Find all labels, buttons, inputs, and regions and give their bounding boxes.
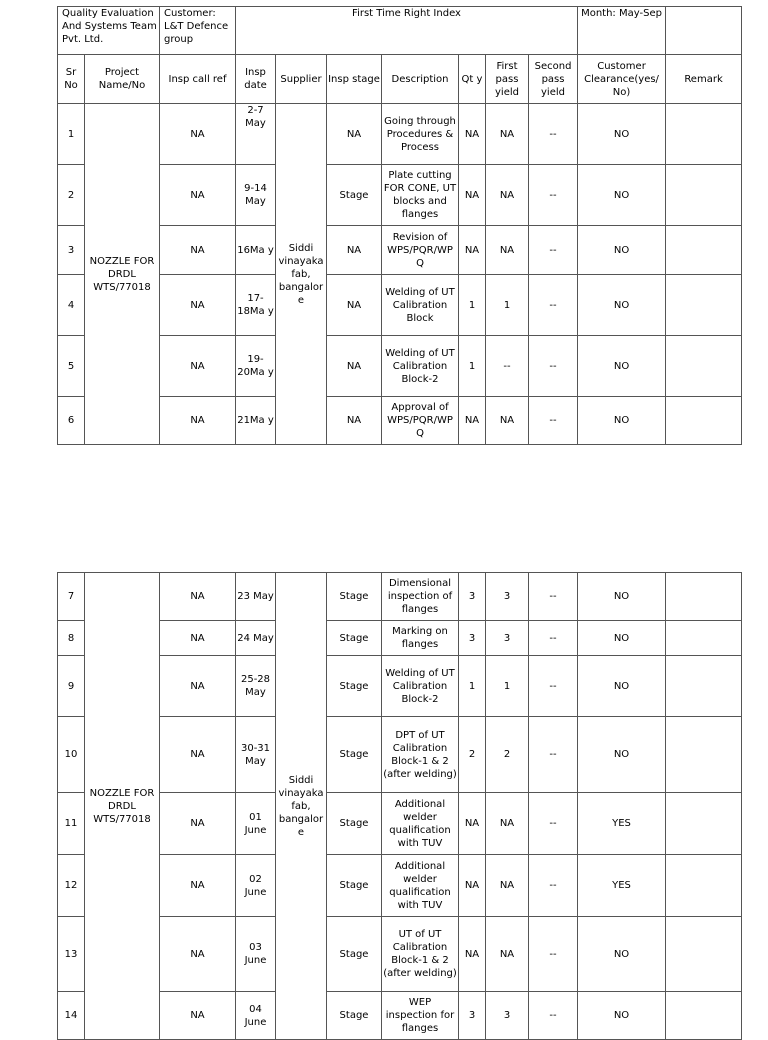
cell-stage: Stage <box>327 793 382 855</box>
cell-spy: -- <box>529 992 578 1040</box>
cell-clearance: NO <box>578 104 666 165</box>
table-row <box>58 621 742 656</box>
cell-fpy: 3 <box>486 573 529 621</box>
col-insp-stage: Insp stage <box>327 55 382 104</box>
cell-date: 19-20Ma y <box>236 336 276 397</box>
cell-sr: 12 <box>58 855 85 917</box>
cell-sr: 10 <box>58 717 85 793</box>
cell-sr: 3 <box>58 226 85 275</box>
cell-description: Revision of WPS/PQR/WP Q <box>382 226 459 275</box>
table-row <box>58 336 742 397</box>
cell-remark <box>666 656 742 717</box>
cell-clearance: NO <box>578 917 666 992</box>
cell-ref: NA <box>160 573 236 621</box>
cell-clearance: NO <box>578 621 666 656</box>
cell-sr: 2 <box>58 165 85 226</box>
cell-remark <box>666 573 742 621</box>
table-row <box>58 573 742 621</box>
cell-remark <box>666 397 742 445</box>
cell-date: 16Ma y <box>236 226 276 275</box>
cell-sr: 5 <box>58 336 85 397</box>
cell-sr: 11 <box>58 793 85 855</box>
cell-supplier: Siddi vinayaka fab, bangalor e <box>276 573 327 1040</box>
cell-clearance: NO <box>578 275 666 336</box>
col-sr-no: Sr No <box>58 55 85 104</box>
table-row <box>58 226 742 275</box>
cell-fpy: NA <box>486 397 529 445</box>
cell-clearance: NO <box>578 226 666 275</box>
cell-clearance: NO <box>578 573 666 621</box>
cell-qty: NA <box>459 397 486 445</box>
cell-description: Additional welder qualification with TUV <box>382 855 459 917</box>
cell-date: 30-31 May <box>236 717 276 793</box>
cell-ref: NA <box>160 992 236 1040</box>
cell-stage: Stage <box>327 855 382 917</box>
cell-description: Approval of WPS/PQR/WP Q <box>382 397 459 445</box>
table-row <box>58 397 742 445</box>
cell-qty: 3 <box>459 992 486 1040</box>
cell-fpy: NA <box>486 917 529 992</box>
cell-ref: NA <box>160 793 236 855</box>
cell-spy: -- <box>529 793 578 855</box>
cell-qty: NA <box>459 104 486 165</box>
cell-qty: NA <box>459 226 486 275</box>
col-second-pass-yield: Second pass yield <box>529 55 578 104</box>
cell-description: Marking on flanges <box>382 621 459 656</box>
cell-clearance: YES <box>578 793 666 855</box>
cell-ref: NA <box>160 656 236 717</box>
cell-remark <box>666 275 742 336</box>
cell-remark <box>666 336 742 397</box>
cell-stage: Stage <box>327 165 382 226</box>
cell-ref: NA <box>160 226 236 275</box>
cell-spy: -- <box>529 656 578 717</box>
cell-stage: NA <box>327 226 382 275</box>
cell-description: DPT of UT Calibration Block-1 & 2 (after welding) <box>382 717 459 793</box>
table-row <box>58 656 742 717</box>
cell-clearance: NO <box>578 165 666 226</box>
cell-remark <box>666 917 742 992</box>
table-row <box>58 793 742 855</box>
cell-sr: 7 <box>58 573 85 621</box>
cell-qty: NA <box>459 793 486 855</box>
cell-remark <box>666 621 742 656</box>
table-row <box>58 855 742 917</box>
cell-stage: Stage <box>327 621 382 656</box>
cell-description: Welding of UT Calibration Block-2 <box>382 336 459 397</box>
cell-clearance: NO <box>578 717 666 793</box>
cell-qty: 1 <box>459 656 486 717</box>
cell-clearance: NO <box>578 397 666 445</box>
cell-ref: NA <box>160 917 236 992</box>
cell-remark <box>666 992 742 1040</box>
cell-spy: -- <box>529 573 578 621</box>
cell-sr: 13 <box>58 917 85 992</box>
cell-qty: NA <box>459 165 486 226</box>
cell-project: NOZZLE FOR DRDL WTS/77018 <box>85 573 160 1040</box>
fti-table-page-1 <box>57 6 742 445</box>
cell-stage: Stage <box>327 573 382 621</box>
cell-stage: NA <box>327 104 382 165</box>
cell-description: Going through Procedures & Process <box>382 104 459 165</box>
cell-spy: -- <box>529 275 578 336</box>
cell-ref: NA <box>160 104 236 165</box>
cell-fpy: NA <box>486 165 529 226</box>
cell-fpy: NA <box>486 226 529 275</box>
cell-ref: NA <box>160 855 236 917</box>
cell-sr: 14 <box>58 992 85 1040</box>
cell-date: 03 June <box>236 917 276 992</box>
cell-supplier: Siddi vinayaka fab, bangalor e <box>276 104 327 445</box>
cell-description: UT of UT Calibration Block-1 & 2 (after welding) <box>382 917 459 992</box>
cell-qty: NA <box>459 917 486 992</box>
cell-spy: -- <box>529 917 578 992</box>
cell-clearance: NO <box>578 336 666 397</box>
cell-fpy: NA <box>486 793 529 855</box>
cell-fpy: 1 <box>486 275 529 336</box>
cell-remark <box>666 104 742 165</box>
cell-ref: NA <box>160 621 236 656</box>
cell-qty: 3 <box>459 621 486 656</box>
header-blank-cell <box>666 7 742 55</box>
cell-remark <box>666 226 742 275</box>
cell-fpy: 3 <box>486 992 529 1040</box>
cell-fpy: NA <box>486 104 529 165</box>
cell-fpy: 2 <box>486 717 529 793</box>
col-description: Description <box>382 55 459 104</box>
cell-ref: NA <box>160 275 236 336</box>
cell-sr: 4 <box>58 275 85 336</box>
cell-spy: -- <box>529 336 578 397</box>
table-row <box>58 992 742 1040</box>
cell-ref: NA <box>160 336 236 397</box>
cell-date: 25-28 May <box>236 656 276 717</box>
cell-spy: -- <box>529 397 578 445</box>
cell-date: 9-14 May <box>236 165 276 226</box>
cell-date: 04 June <box>236 992 276 1040</box>
table-row <box>58 717 742 793</box>
cell-date: 2-7 May <box>236 104 276 165</box>
col-project: Project Name/No <box>85 55 160 104</box>
cell-sr: 8 <box>58 621 85 656</box>
report-title: First Time Right Index <box>236 7 578 55</box>
cell-description: Dimensional inspection of flanges <box>382 573 459 621</box>
cell-description: Plate cutting FOR CONE, UT blocks and flanges <box>382 165 459 226</box>
column-header-row <box>58 55 742 104</box>
cell-fpy: -- <box>486 336 529 397</box>
cell-stage: NA <box>327 275 382 336</box>
cell-date: 17-18Ma y <box>236 275 276 336</box>
cell-spy: -- <box>529 104 578 165</box>
cell-date: 02 June <box>236 855 276 917</box>
cell-qty: NA <box>459 855 486 917</box>
table-row <box>58 917 742 992</box>
cell-clearance: NO <box>578 992 666 1040</box>
cell-project: NOZZLE FOR DRDL WTS/77018 <box>85 104 160 445</box>
cell-remark <box>666 793 742 855</box>
cell-ref: NA <box>160 397 236 445</box>
cell-ref: NA <box>160 717 236 793</box>
cell-date: 23 May <box>236 573 276 621</box>
cell-qty: 3 <box>459 573 486 621</box>
table-row <box>58 165 742 226</box>
customer-name: Customer: L&T Defence group <box>160 7 236 55</box>
cell-remark <box>666 855 742 917</box>
cell-stage: Stage <box>327 992 382 1040</box>
company-name: Quality Evaluation And Systems Team Pvt. Ltd. <box>58 7 160 55</box>
cell-description: Welding of UT Calibration Block-2 <box>382 656 459 717</box>
cell-stage: Stage <box>327 917 382 992</box>
cell-fpy: 1 <box>486 656 529 717</box>
cell-sr: 1 <box>58 104 85 165</box>
cell-spy: -- <box>529 165 578 226</box>
cell-stage: NA <box>327 397 382 445</box>
cell-qty: 2 <box>459 717 486 793</box>
cell-spy: -- <box>529 621 578 656</box>
col-qty: Qt y <box>459 55 486 104</box>
col-insp-call-ref: Insp call ref <box>160 55 236 104</box>
cell-clearance: YES <box>578 855 666 917</box>
cell-spy: -- <box>529 717 578 793</box>
header-row <box>58 7 742 55</box>
cell-fpy: 3 <box>486 621 529 656</box>
col-supplier: Supplier <box>276 55 327 104</box>
col-remark: Remark <box>666 55 742 104</box>
cell-date: 01 June <box>236 793 276 855</box>
report-month: Month: May-Sep <box>578 7 666 55</box>
cell-qty: 1 <box>459 336 486 397</box>
cell-clearance: NO <box>578 656 666 717</box>
col-customer-clearance: Customer Clearance(yes/ No) <box>578 55 666 104</box>
table-row <box>58 275 742 336</box>
cell-date: 24 May <box>236 621 276 656</box>
cell-remark <box>666 165 742 226</box>
cell-ref: NA <box>160 165 236 226</box>
table-row <box>58 104 742 165</box>
cell-description: Welding of UT Calibration Block <box>382 275 459 336</box>
cell-sr: 6 <box>58 397 85 445</box>
cell-stage: NA <box>327 336 382 397</box>
cell-stage: Stage <box>327 656 382 717</box>
cell-description: Additional welder qualification with TUV <box>382 793 459 855</box>
cell-stage: Stage <box>327 717 382 793</box>
cell-fpy: NA <box>486 855 529 917</box>
fti-table-page-2 <box>57 572 742 1040</box>
cell-spy: -- <box>529 226 578 275</box>
col-first-pass-yield: First pass yield <box>486 55 529 104</box>
col-insp-date: Insp date <box>236 55 276 104</box>
cell-spy: -- <box>529 855 578 917</box>
cell-qty: 1 <box>459 275 486 336</box>
cell-description: WEP inspection for flanges <box>382 992 459 1040</box>
cell-sr: 9 <box>58 656 85 717</box>
cell-remark <box>666 717 742 793</box>
cell-date: 21Ma y <box>236 397 276 445</box>
